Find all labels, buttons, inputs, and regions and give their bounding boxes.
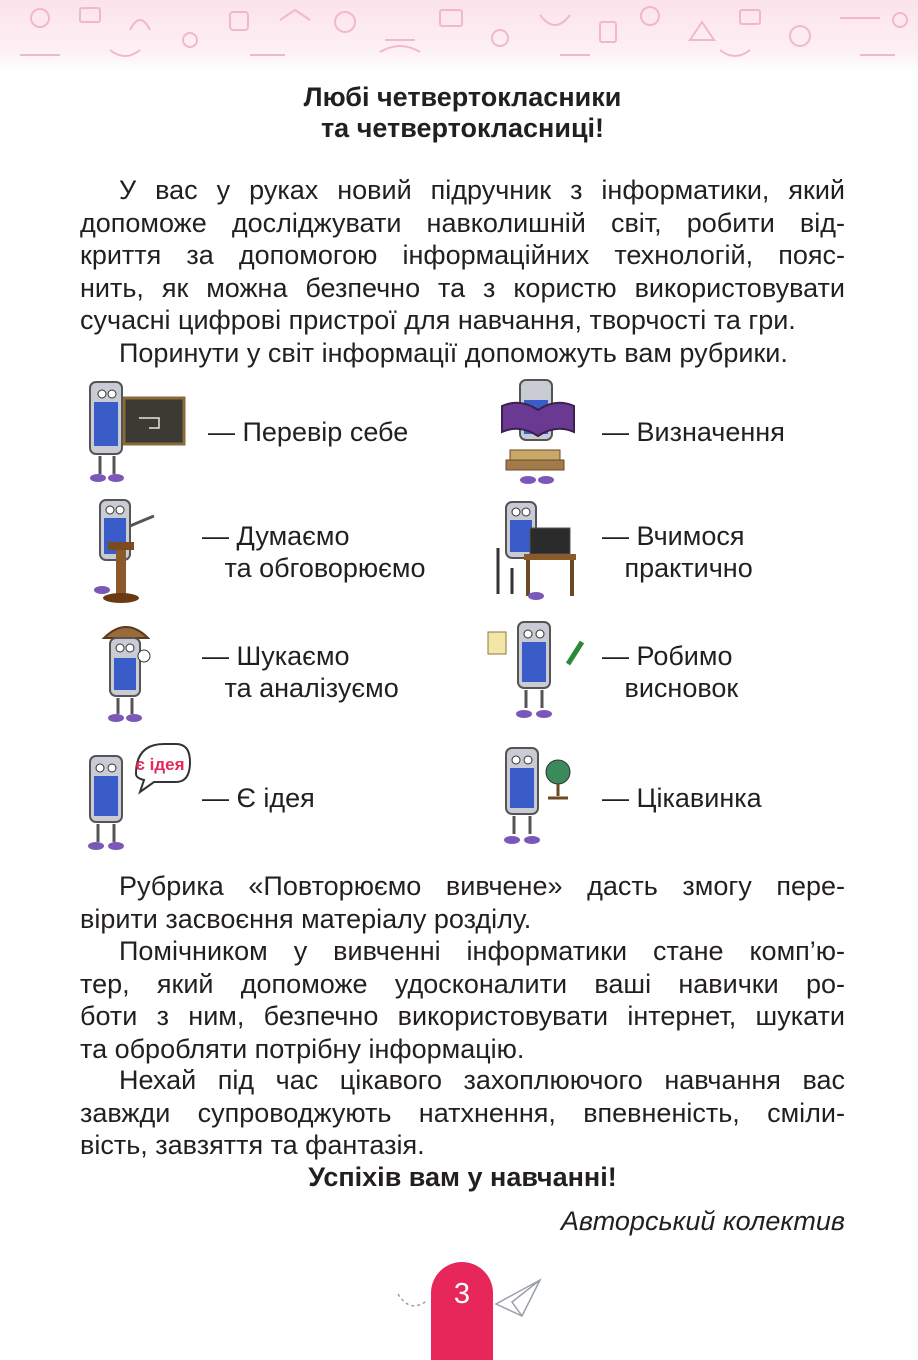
text-line: тер, який допоможе удосконалити ваші навички ро- [80,968,845,999]
title-line-2: та четвертокласниці! [320,113,605,143]
text-line: У вас у руках новий підручник з інформатики, який [119,175,845,205]
page-title [80,82,845,144]
robot-idea-icon [84,740,194,856]
top-doodle-band [0,0,918,72]
text-line: боти з ним, безпечно використовувати інтернет, шукати [80,1001,845,1031]
robot-globe-icon [498,744,578,850]
rubric-label-line: висновок [602,673,739,703]
text-line: вість, завзяття та фантазія. [80,1130,425,1160]
text-line: нить, як можна безпечно та з користю використовувати [80,272,845,303]
robot-podium-icon [88,496,162,606]
idea-bubble-text: є ідея [135,755,185,774]
title-line-1: Любі четвертокласники [303,82,622,112]
body-paragraph-review [80,870,845,935]
robot-book-icon [498,376,578,486]
rubric-label-curious-fact: — Цікавинка [602,783,762,813]
rubric-label-line: — Робимо [602,641,733,671]
text-line: Нехай під час цікавого захоплюючого навчання вас [119,1065,845,1095]
robot-notes-icon [484,618,588,724]
rubric-label-learn-practically [602,520,753,584]
text-line: та обробляти потрібну інформацію. [80,1033,525,1064]
rubric-label-search-analyze [202,640,399,704]
page-number: 3 [453,1278,471,1310]
rubric-label-line: та обговорюємо [202,553,426,583]
doodle-pattern-icon [0,0,918,72]
text-line: вірити засвоєння матеріалу розділу. [80,903,532,934]
authors-signature: Авторський колектив [560,1206,845,1236]
text-line: завжди супроводжують натхнення, впевненість, сміли- [80,1097,845,1128]
rubric-label-think-discuss [202,520,426,584]
rubric-label-conclusion [602,640,738,704]
text-line: допоможе досліджувати навколишній світ, робити від- [80,207,845,238]
page-number-tab [431,1262,493,1360]
rubric-label-idea: — Є ідея [202,783,315,813]
rubric-label-line: — Думаємо [202,521,350,551]
text-line: сучасні цифрові пристрої для навчання, творчості та гри. [80,305,796,335]
text-line: криття за допомогою інформаційних технологій, пояс- [80,240,845,270]
text-line: Помічником у вивченні інформатики стане комп’ю- [119,936,845,966]
rubric-label-line: та аналізуємо [202,673,399,703]
body-paragraph-wishes [80,1064,845,1162]
rubric-label-check-yourself: — Перевір себе [208,417,409,447]
intro-paragraph-1 [80,174,845,337]
rubric-label-line: — Вчимося [602,521,745,551]
rubric-label-definition: — Визначення [602,417,785,447]
intro-paragraph-2: Поринути у світ інформації допоможуть вам рубрики. [119,338,788,368]
closing-wish: Успіхів вам у навчанні! [308,1162,617,1192]
rubric-label-line: практично [602,553,753,583]
body-paragraph-computer [80,935,845,1065]
rubric-label-line: — Шукаємо [202,641,350,671]
robot-detective-icon [98,620,158,724]
robot-desk-icon [494,498,578,604]
text-line: Рубрика «Повторюємо вивчене» дасть змогу пере- [119,871,845,901]
robot-blackboard-icon [84,378,188,486]
